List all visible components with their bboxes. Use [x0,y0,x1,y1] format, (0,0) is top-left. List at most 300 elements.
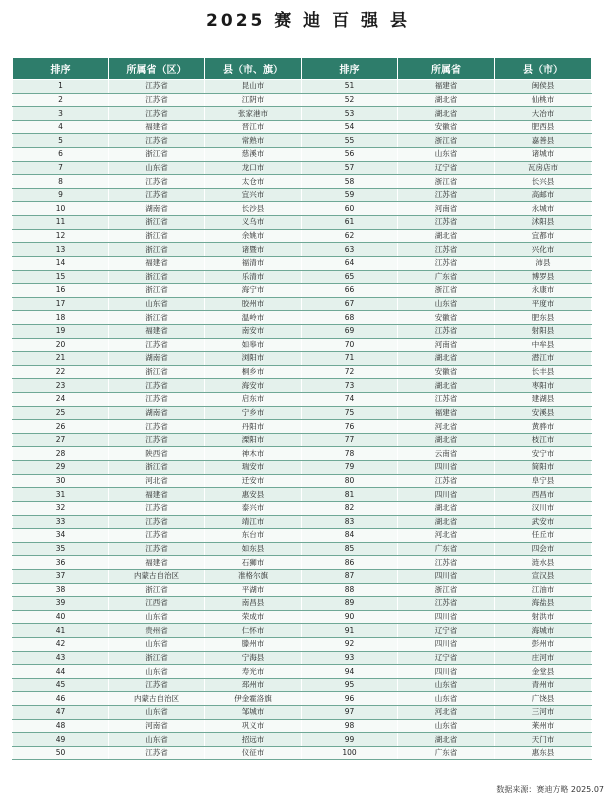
rank-cell: 70 [302,338,398,352]
rank-cell: 77 [302,433,398,447]
province-cell: 四川省 [398,488,495,502]
rank-cell: 9 [13,188,109,202]
county-cell: 射阳县 [495,324,592,338]
rank-cell: 74 [302,393,398,407]
rank-cell: 69 [302,324,398,338]
county-cell: 涟水县 [495,556,592,570]
province-cell: 山东省 [398,719,495,733]
table-header-row [13,58,592,80]
county-cell: 永康市 [495,284,592,298]
county-cell: 宁海县 [205,651,302,665]
county-cell: 海城市 [495,624,592,638]
province-cell: 山东省 [109,610,205,624]
county-cell: 惠东县 [495,746,592,760]
county-cell: 平湖市 [205,583,302,597]
county-cell: 余姚市 [205,229,302,243]
province-cell: 四川省 [398,637,495,651]
table-row [13,461,592,475]
table-row [13,406,592,420]
rank-cell: 25 [13,406,109,420]
province-cell: 福建省 [398,80,495,94]
table-row [13,597,592,611]
table-row [13,610,592,624]
rank-cell: 1 [13,80,109,94]
rank-cell: 91 [302,624,398,638]
province-cell: 浙江省 [109,461,205,475]
rank-cell: 82 [302,501,398,515]
table-row [13,188,592,202]
rank-cell: 65 [302,270,398,284]
rank-cell: 19 [13,324,109,338]
table-row [13,338,592,352]
table-row [13,134,592,148]
province-cell: 陕西省 [109,447,205,461]
county-cell: 仙桃市 [495,93,592,107]
province-cell: 山东省 [109,637,205,651]
county-cell: 沭阳县 [495,216,592,230]
county-cell: 泰兴市 [205,501,302,515]
province-cell: 江苏省 [109,175,205,189]
county-cell: 石狮市 [205,556,302,570]
county-cell: 西昌市 [495,488,592,502]
rank-cell: 35 [13,542,109,556]
rank-cell: 92 [302,637,398,651]
rank-cell: 68 [302,311,398,325]
rank-cell: 76 [302,420,398,434]
county-cell: 太仓市 [205,175,302,189]
table-row [13,161,592,175]
rank-cell: 5 [13,134,109,148]
rank-cell: 73 [302,379,398,393]
rank-cell: 60 [302,202,398,216]
province-cell: 湖南省 [109,406,205,420]
rank-cell: 23 [13,379,109,393]
table-row [13,311,592,325]
county-cell: 胶州市 [205,297,302,311]
rank-cell: 29 [13,461,109,475]
rank-cell: 56 [302,148,398,162]
rank-cell: 53 [302,107,398,121]
county-cell: 慈溪市 [205,148,302,162]
rank-cell: 84 [302,529,398,543]
province-cell: 江苏省 [109,501,205,515]
table-row [13,175,592,189]
rank-cell: 93 [302,651,398,665]
province-cell: 福建省 [109,556,205,570]
county-cell: 滕州市 [205,637,302,651]
rank-cell: 50 [13,746,109,760]
county-cell: 义乌市 [205,216,302,230]
rank-cell: 63 [302,243,398,257]
rank-cell: 47 [13,706,109,720]
province-cell: 江苏省 [109,542,205,556]
province-cell: 江苏省 [109,80,205,94]
province-cell: 江苏省 [109,515,205,529]
province-cell: 辽宁省 [398,161,495,175]
table-row [13,107,592,121]
county-cell: 任丘市 [495,529,592,543]
county-cell: 肥西县 [495,120,592,134]
province-cell: 安徽省 [398,311,495,325]
province-cell: 山东省 [398,297,495,311]
page-title: 2025 赛 迪 百 强 县 [206,11,410,31]
county-cell: 四会市 [495,542,592,556]
county-cell: 诸暨市 [205,243,302,257]
rank-cell: 85 [302,542,398,556]
header-county-2: 县（市） [495,58,592,80]
province-cell: 湖北省 [398,379,495,393]
rank-cell: 66 [302,284,398,298]
rank-cell: 21 [13,352,109,366]
county-cell: 桐乡市 [205,365,302,379]
county-cell: 瑞安市 [205,461,302,475]
county-cell: 浏阳市 [205,352,302,366]
county-cell: 寿光市 [205,665,302,679]
rank-cell: 90 [302,610,398,624]
rank-cell: 33 [13,515,109,529]
table-body [13,80,592,760]
province-cell: 浙江省 [109,311,205,325]
rank-cell: 8 [13,175,109,189]
table-row [13,393,592,407]
county-cell: 长兴县 [495,175,592,189]
county-cell: 长沙县 [205,202,302,216]
rank-cell: 26 [13,420,109,434]
county-cell: 沛县 [495,256,592,270]
county-cell: 潜江市 [495,352,592,366]
table-row [13,420,592,434]
rank-cell: 98 [302,719,398,733]
province-cell: 湖北省 [398,515,495,529]
rank-cell: 28 [13,447,109,461]
province-cell: 浙江省 [398,134,495,148]
rank-cell: 17 [13,297,109,311]
province-cell: 江苏省 [109,338,205,352]
rank-cell: 49 [13,733,109,747]
rank-cell: 89 [302,597,398,611]
province-cell: 辽宁省 [398,624,495,638]
rank-cell: 31 [13,488,109,502]
province-cell: 河南省 [109,719,205,733]
rank-cell: 52 [302,93,398,107]
rank-cell: 61 [302,216,398,230]
table-row [13,665,592,679]
county-cell: 如东县 [205,542,302,556]
province-cell: 江苏省 [109,678,205,692]
province-cell: 湖南省 [109,352,205,366]
rank-cell: 59 [302,188,398,202]
table-row [13,719,592,733]
county-cell: 嘉善县 [495,134,592,148]
rank-cell: 11 [13,216,109,230]
table-row [13,447,592,461]
county-cell: 南昌县 [205,597,302,611]
province-cell: 江苏省 [109,379,205,393]
rank-cell: 80 [302,474,398,488]
county-cell: 伊金霍洛旗 [205,692,302,706]
province-cell: 浙江省 [109,651,205,665]
province-cell: 安徽省 [398,365,495,379]
province-cell: 福建省 [109,324,205,338]
county-cell: 荣成市 [205,610,302,624]
province-cell: 浙江省 [398,175,495,189]
rank-cell: 94 [302,665,398,679]
province-cell: 山东省 [398,148,495,162]
rank-cell: 75 [302,406,398,420]
province-cell: 江苏省 [109,529,205,543]
province-cell: 浙江省 [398,284,495,298]
table-row [13,379,592,393]
rank-cell: 46 [13,692,109,706]
province-cell: 福建省 [109,256,205,270]
province-cell: 山东省 [109,297,205,311]
county-cell: 乐清市 [205,270,302,284]
table-row [13,284,592,298]
rank-cell: 14 [13,256,109,270]
province-cell: 浙江省 [109,365,205,379]
province-cell: 江苏省 [109,134,205,148]
rank-cell: 95 [302,678,398,692]
province-cell: 江苏省 [398,597,495,611]
county-cell: 靖江市 [205,515,302,529]
county-cell: 大冶市 [495,107,592,121]
rank-cell: 57 [302,161,398,175]
province-cell: 四川省 [398,610,495,624]
province-cell: 山东省 [398,678,495,692]
rank-cell: 83 [302,515,398,529]
rank-cell: 88 [302,583,398,597]
county-cell: 长丰县 [495,365,592,379]
rank-cell: 34 [13,529,109,543]
county-cell: 江阴市 [205,93,302,107]
rank-cell: 39 [13,597,109,611]
table-row [13,488,592,502]
county-cell: 惠安县 [205,488,302,502]
county-cell: 三河市 [495,706,592,720]
province-cell: 江苏省 [398,216,495,230]
county-cell: 枝江市 [495,433,592,447]
county-cell: 温岭市 [205,311,302,325]
table-row [13,583,592,597]
county-cell: 枣阳市 [495,379,592,393]
rank-cell: 3 [13,107,109,121]
rank-cell: 13 [13,243,109,257]
county-cell: 平度市 [495,297,592,311]
rank-cell: 16 [13,284,109,298]
rank-cell: 72 [302,365,398,379]
county-cell: 闽侯县 [495,80,592,94]
county-cell: 南安市 [205,324,302,338]
rank-cell: 79 [302,461,398,475]
province-cell: 湖北省 [398,733,495,747]
rank-cell: 44 [13,665,109,679]
table-row [13,256,592,270]
rank-cell: 32 [13,501,109,515]
county-cell: 海盐县 [495,597,592,611]
province-cell: 江苏省 [398,324,495,338]
table-row [13,216,592,230]
county-cell: 汉川市 [495,501,592,515]
province-cell: 浙江省 [109,243,205,257]
province-cell: 内蒙古自治区 [109,692,205,706]
province-cell: 河北省 [398,706,495,720]
province-cell: 河北省 [398,420,495,434]
county-cell: 庄河市 [495,651,592,665]
rank-cell: 30 [13,474,109,488]
county-cell: 迁安市 [205,474,302,488]
table-row [13,556,592,570]
header-county-1: 县（市、旗） [205,58,302,80]
county-cell: 安溪县 [495,406,592,420]
rank-cell: 86 [302,556,398,570]
province-cell: 山东省 [109,665,205,679]
province-cell: 江苏省 [109,420,205,434]
county-cell: 邳州市 [205,678,302,692]
rank-cell: 41 [13,624,109,638]
county-cell: 宜都市 [495,229,592,243]
county-cell: 宜兴市 [205,188,302,202]
province-cell: 江苏省 [398,393,495,407]
province-cell: 浙江省 [398,583,495,597]
province-cell: 江苏省 [398,188,495,202]
province-cell: 浙江省 [109,284,205,298]
rank-cell: 4 [13,120,109,134]
table-row [13,515,592,529]
table-row [13,120,592,134]
province-cell: 江苏省 [398,474,495,488]
table-row [13,692,592,706]
rank-cell: 51 [302,80,398,94]
province-cell: 浙江省 [109,583,205,597]
county-cell: 海安市 [205,379,302,393]
table-row [13,433,592,447]
header-rank-1: 排序 [13,58,109,80]
rank-cell: 87 [302,569,398,583]
province-cell: 浙江省 [109,216,205,230]
rank-cell: 99 [302,733,398,747]
province-cell: 辽宁省 [398,651,495,665]
province-cell: 安徽省 [398,120,495,134]
rank-cell: 24 [13,393,109,407]
province-cell: 四川省 [398,665,495,679]
county-cell: 晋江市 [205,120,302,134]
rank-cell: 42 [13,637,109,651]
table-row [13,706,592,720]
province-cell: 内蒙古自治区 [109,569,205,583]
province-cell: 江苏省 [109,433,205,447]
rank-cell: 100 [302,746,398,760]
table-row [13,270,592,284]
table-row [13,733,592,747]
county-cell: 邹城市 [205,706,302,720]
province-cell: 四川省 [398,569,495,583]
province-cell: 湖北省 [398,352,495,366]
table-row [13,324,592,338]
table-row [13,529,592,543]
rank-cell: 12 [13,229,109,243]
table-row [13,148,592,162]
rank-cell: 20 [13,338,109,352]
county-cell: 金堂县 [495,665,592,679]
rank-cell: 2 [13,93,109,107]
province-cell: 江苏省 [398,556,495,570]
rank-cell: 58 [302,175,398,189]
county-cell: 常熟市 [205,134,302,148]
rank-cell: 7 [13,161,109,175]
province-cell: 江苏省 [109,746,205,760]
table-row [13,297,592,311]
county-cell: 张家港市 [205,107,302,121]
rank-cell: 22 [13,365,109,379]
rank-cell: 38 [13,583,109,597]
county-cell: 兴化市 [495,243,592,257]
county-cell: 黄骅市 [495,420,592,434]
county-cell: 高邮市 [495,188,592,202]
county-cell: 青州市 [495,678,592,692]
province-cell: 山东省 [109,706,205,720]
county-cell: 肥东县 [495,311,592,325]
county-cell: 福清市 [205,256,302,270]
province-cell: 河南省 [398,338,495,352]
county-cell: 准格尔旗 [205,569,302,583]
table-row [13,542,592,556]
county-cell: 莱州市 [495,719,592,733]
rank-cell: 37 [13,569,109,583]
county-cell: 阜宁县 [495,474,592,488]
county-cell: 瓦房店市 [495,161,592,175]
table-row [13,746,592,760]
header-rank-2: 排序 [302,58,398,80]
province-cell: 浙江省 [109,229,205,243]
table-row [13,202,592,216]
province-cell: 福建省 [109,488,205,502]
county-cell: 建湖县 [495,393,592,407]
county-cell: 简阳市 [495,461,592,475]
rank-cell: 55 [302,134,398,148]
province-cell: 江苏省 [398,243,495,257]
county-cell: 诸城市 [495,148,592,162]
county-cell: 神木市 [205,447,302,461]
province-cell: 江苏省 [398,256,495,270]
county-cell: 东台市 [205,529,302,543]
table-row [13,569,592,583]
ranking-table [12,57,592,760]
province-cell: 湖北省 [398,501,495,515]
rank-cell: 40 [13,610,109,624]
county-cell: 博罗县 [495,270,592,284]
rank-cell: 54 [302,120,398,134]
table-row [13,501,592,515]
province-cell: 湖北省 [398,433,495,447]
table-row [13,243,592,257]
rank-cell: 18 [13,311,109,325]
rank-cell: 81 [302,488,398,502]
rank-cell: 78 [302,447,398,461]
rank-cell: 15 [13,270,109,284]
province-cell: 山东省 [109,161,205,175]
province-cell: 云南省 [398,447,495,461]
county-cell: 昆山市 [205,80,302,94]
county-cell: 射洪市 [495,610,592,624]
county-cell: 永城市 [495,202,592,216]
header-province-2: 所属省 [398,58,495,80]
county-cell: 招远市 [205,733,302,747]
province-cell: 广东省 [398,542,495,556]
province-cell: 广东省 [398,746,495,760]
province-cell: 江西省 [109,597,205,611]
data-source-note: 数据来源：赛迪方略 2025.07 [496,785,604,794]
county-cell: 彭州市 [495,637,592,651]
